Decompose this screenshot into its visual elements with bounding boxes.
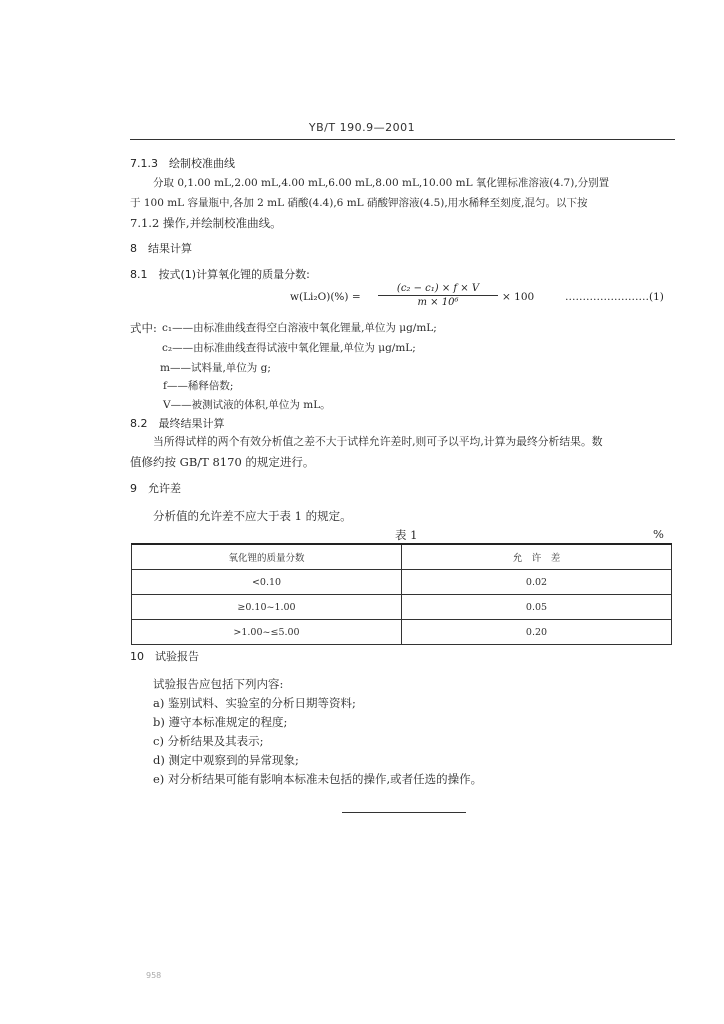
- section-8-1-heading: 8.1 按式(1)计算氧化锂的质量分数:: [130, 268, 310, 281]
- cell-tolerance: 0.05: [402, 595, 672, 620]
- column-header-mass-fraction: 氧化锂的质量分数: [132, 544, 402, 570]
- section-7-1-3-line3: 7.1.2 操作,并绘制校准曲线。: [130, 216, 282, 230]
- header-rule: [130, 139, 675, 140]
- table-row: [132, 595, 672, 620]
- report-item-b: b) 遵守本标准规定的程度;: [153, 715, 288, 729]
- section-8-2-heading: 8.2 最终结果计算: [130, 417, 225, 430]
- variable-f: f——稀释倍数;: [163, 380, 234, 392]
- section-7-1-3-line2: 于 100 mL 容量瓶中,各加 2 mL 硝酸(4.4),6 mL 硝酸钾溶液(4.5),用水稀释至刻度,混匀。以下按: [130, 197, 588, 209]
- variable-c2: c₂——由标准曲线查得试液中氧化锂量,单位为 μg/mL;: [162, 342, 416, 354]
- document-header: YB/T 190.9—2001: [308, 121, 416, 134]
- cell-tolerance: 0.02: [402, 570, 672, 595]
- end-rule: [342, 812, 466, 813]
- report-item-c: c) 分析结果及其表示;: [153, 734, 264, 748]
- table-header-row: [132, 544, 672, 570]
- table-row: [132, 570, 672, 595]
- table-unit: %: [653, 527, 664, 541]
- section-7-1-3-heading: 7.1.3 绘制校准曲线: [130, 157, 235, 170]
- page-number: 958: [146, 971, 162, 980]
- variable-V: V——被测试液的体积,单位为 mL。: [163, 399, 331, 411]
- where-label: 式中:: [130, 321, 157, 335]
- table-title: 表 1: [395, 528, 418, 542]
- cell-range: <0.10: [132, 570, 402, 595]
- cell-range: >1.00~≤5.00: [132, 620, 402, 645]
- section-10-intro: 试验报告应包括下列内容:: [153, 677, 284, 691]
- section-8-2-line2: 值修约按 GB/T 8170 的规定进行。: [130, 455, 315, 469]
- formula-1: [290, 283, 680, 313]
- report-item-d: d) 测定中观察到的异常现象;: [153, 753, 299, 767]
- column-header-tolerance: 允 许 差: [402, 544, 672, 570]
- table-row: [132, 620, 672, 645]
- formula-factor: × 100: [502, 291, 535, 303]
- formula-lhs: w(Li₂O)(%) =: [290, 291, 361, 303]
- section-9-heading: 9 允许差: [130, 482, 181, 495]
- section-10-heading: 10 试验报告: [130, 650, 199, 663]
- formula-fraction: [378, 283, 498, 308]
- report-item-e: e) 对分析结果可能有影响本标准未包括的操作,或者任选的操作。: [153, 772, 483, 786]
- section-7-1-3-line1: 分取 0,1.00 mL,2.00 mL,4.00 mL,6.00 mL,8.00 mL,10.00 mL 氧化锂标准溶液(4.7),分别置: [153, 177, 610, 189]
- tolerance-table: [131, 543, 672, 645]
- variable-c1: c₁——由标准曲线查得空白溶液中氧化锂量,单位为 μg/mL;: [162, 322, 437, 334]
- section-8-2-line1: 当所得试样的两个有效分析值之差不大于试样允许差时,则可予以平均,计算为最终分析结果。数: [153, 435, 603, 448]
- formula-denominator: m × 10⁶: [417, 297, 459, 308]
- formula-equation-number: ……………………(1): [565, 291, 664, 303]
- section-9-text: 分析值的允许差不应大于表 1 的规定。: [153, 509, 352, 523]
- variable-m: m——试料量,单位为 g;: [160, 362, 271, 374]
- cell-tolerance: 0.20: [402, 620, 672, 645]
- report-item-a: a) 鉴别试料、实验室的分析日期等资料;: [153, 696, 356, 710]
- section-8-heading: 8 结果计算: [130, 242, 192, 255]
- cell-range: ≥0.10~1.00: [132, 595, 402, 620]
- formula-numerator: (c₂ − c₁) × f × V: [378, 283, 498, 296]
